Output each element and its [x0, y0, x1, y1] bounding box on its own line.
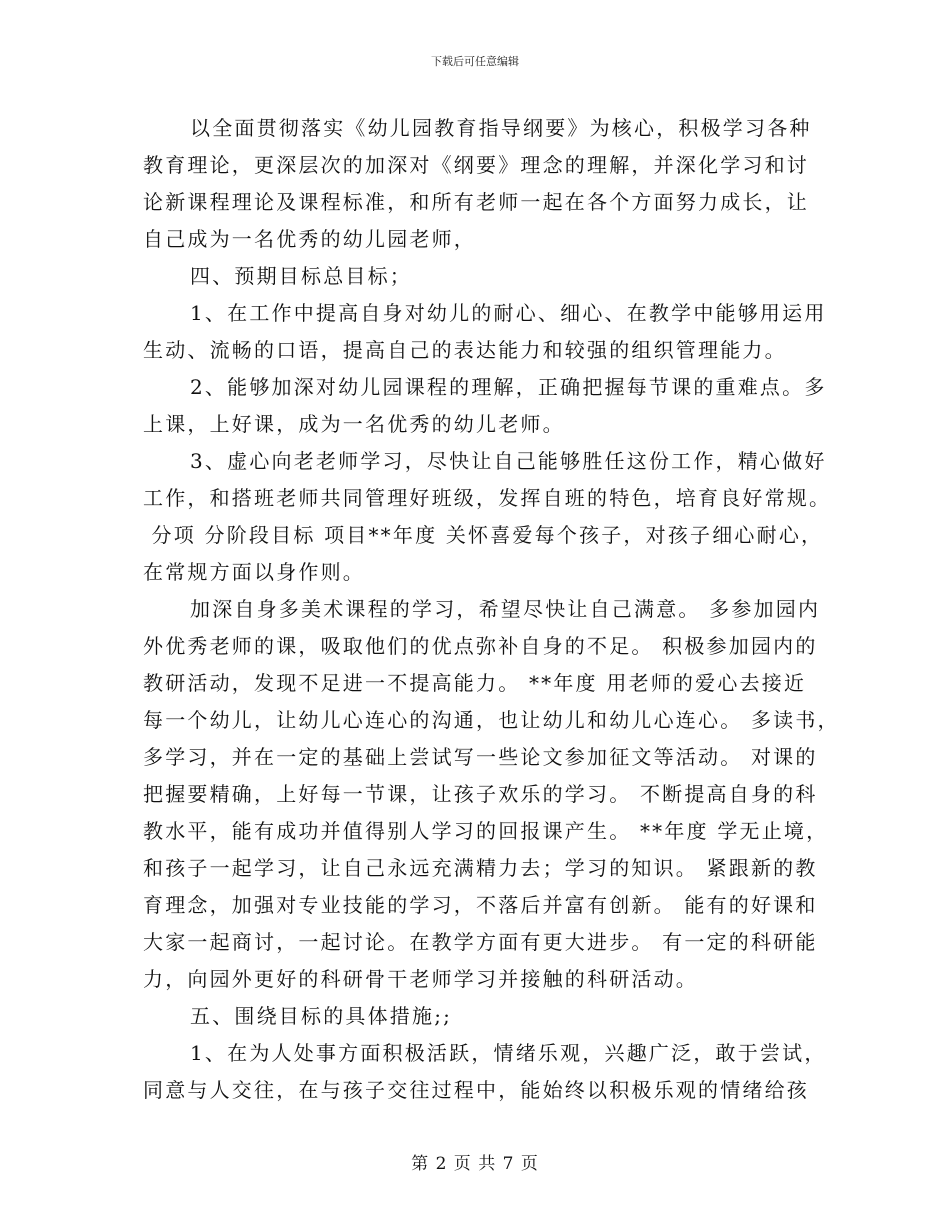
paragraph — [143, 295, 863, 369]
text-line: 1、在工作中提高自身对幼儿的耐心、细心、在教学中能够用运用 — [190, 301, 827, 325]
text-line: 在常规方面以身作则。 — [143, 560, 365, 584]
text-line: 教研活动，发现不足进一不提高能力。 **年度 用老师的爱心去接近 — [143, 671, 807, 695]
text-line: 每一个幼儿，让幼儿心连心的沟通，也让幼儿和幼儿心连心。 多读书， — [143, 708, 840, 732]
text-line: 加深自身多美术课程的学习，希望尽快让自己满意。 多参加园内 — [190, 597, 821, 621]
document-body — [143, 110, 863, 1109]
text-line: 论新课程理论及课程标准，和所有老师一起在各个方面努力成长，让 — [143, 190, 809, 214]
text-line: 教育理论，更深层次的加深对《纲要》理念的理解，并深化学习和讨 — [143, 153, 809, 177]
text-line: 把握要精确，上好每一节课，让孩子欢乐的学习。 不断提高自身的科 — [143, 782, 818, 806]
text-line: 和孩子一起学习，让自己永远充满精力去；学习的知识。 紧跟新的教 — [143, 856, 818, 880]
text-line: 3、虚心向老老师学习，尽快让自己能够胜任这份工作，精心做好 — [190, 449, 827, 473]
page-number: 第 2 页 共 7 页 — [411, 1154, 539, 1174]
text-line: 大家一起商讨，一起讨论。在教学方面有更大进步。 有一定的科研能 — [143, 930, 818, 954]
text-line: 四、预期目标总目标； — [190, 264, 412, 288]
text-line: 多学习，并在一定的基础上尝试写一些论文参加征文等活动。 对课的 — [143, 745, 818, 769]
text-line: 育理念，加强对专业技能的学习，不落后并富有创新。 能有的好课和 — [143, 893, 818, 917]
paragraph — [143, 591, 863, 998]
section-heading — [143, 998, 863, 1035]
text-line: 外优秀老师的课，吸取他们的优点弥补自身的不足。 积极参加园内的 — [143, 634, 818, 658]
text-line: 五、围绕目标的具体措施;; — [190, 1004, 453, 1028]
paragraph — [143, 443, 863, 591]
text-line: 分项 分阶段目标 项目**年度 关怀喜爱每个孩子，对孩子细心耐心， — [143, 523, 824, 547]
text-line: 教水平，能有成功并值得别人学习的回报课产生。 **年度 学无止境， — [143, 819, 829, 843]
text-line: 自己成为一名优秀的幼儿园老师， — [143, 227, 476, 251]
text-line: 上课，上好课，成为一名优秀的幼儿老师。 — [143, 412, 565, 436]
text-line: 工作，和搭班老师共同管理好班级，发挥自班的特色，培育良好常规。 — [143, 486, 832, 510]
text-line: 2、能够加深对幼儿园课程的理解，正确把握每节课的重难点。多 — [190, 375, 827, 399]
text-line: 同意与人交往，在与孩子交往过程中，能始终以积极乐观的情绪给孩 — [143, 1078, 809, 1102]
text-line: 1、在为人处事方面积极活跃，情绪乐观，兴趣广泛，敢于尝试， — [190, 1041, 827, 1065]
paragraph — [143, 1035, 863, 1109]
text-line: 力，向园外更好的科研骨干老师学习并接触的科研活动。 — [143, 967, 698, 991]
text-line: 生动、流畅的口语，提高自己的表达能力和较强的组织管理能力。 — [143, 338, 787, 362]
header-note: 下载后可任意编辑 — [431, 55, 519, 68]
text-line: 以全面贯彻落实《幼儿园教育指导纲要》为核心，积极学习各种 — [190, 116, 812, 140]
paragraph — [143, 369, 863, 443]
paragraph — [143, 110, 863, 258]
section-heading — [143, 258, 863, 295]
